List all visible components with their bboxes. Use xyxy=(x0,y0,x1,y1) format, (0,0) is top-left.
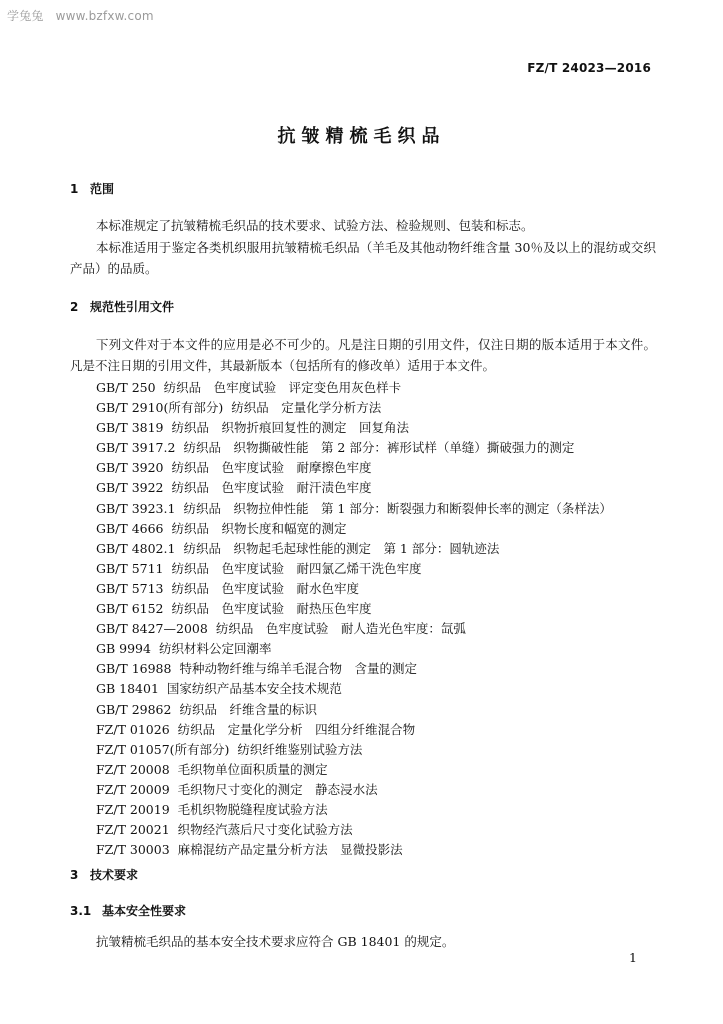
reference-title: 纺织品 色牢度试验 耐汗渍色牢度 xyxy=(171,480,372,496)
reference-code: FZ/T 20021 xyxy=(96,822,170,838)
reference-code: GB/T 5711 xyxy=(96,560,164,576)
reference-item xyxy=(96,820,612,840)
reference-title: 纺织品 织物撕破性能 第 2 部分：裤形试样（单缝）撕破强力的测定 xyxy=(183,440,575,456)
section-2-heading xyxy=(70,298,174,315)
page-number: 1 xyxy=(629,950,637,965)
reference-code: FZ/T 20009 xyxy=(96,781,170,797)
reference-code: GB 9994 xyxy=(96,641,151,657)
watermark-site-name: 学兔兔 xyxy=(7,9,44,23)
reference-code: GB/T 2910(所有部分) xyxy=(96,400,224,416)
reference-code: FZ/T 01026 xyxy=(96,721,170,737)
reference-title: 纺织品 定量化学分析方法 xyxy=(231,400,382,416)
section-number: 1 xyxy=(70,182,79,196)
reference-title: 纺织品 色牢度试验 耐热压色牢度 xyxy=(171,601,372,617)
reference-item xyxy=(96,659,612,679)
reference-item xyxy=(96,760,612,780)
section-number: 3 xyxy=(70,868,79,882)
reference-code: GB/T 5713 xyxy=(96,580,164,596)
section-3-heading xyxy=(70,866,138,883)
reference-item xyxy=(96,559,612,579)
reference-item xyxy=(96,579,612,599)
reference-title: 纺织品 色牢度试验 耐四氯乙烯干洗色牢度 xyxy=(171,560,422,576)
reference-code: GB/T 3917.2 xyxy=(96,440,176,456)
section-title: 技术要求 xyxy=(90,868,139,882)
reference-code: GB/T 6152 xyxy=(96,601,164,617)
section-number: 2 xyxy=(70,300,79,314)
reference-code: GB/T 8427—2008 xyxy=(96,621,208,637)
reference-title: 纺织品 色牢度试验 评定变色用灰色样卡 xyxy=(163,380,402,395)
reference-item xyxy=(96,458,612,478)
reference-item xyxy=(96,478,612,498)
reference-title: 纺织品 织物长度和幅宽的测定 xyxy=(171,520,347,536)
subsection-3-1-heading xyxy=(70,902,186,919)
reference-item xyxy=(96,619,612,639)
watermark xyxy=(7,7,154,24)
scope-paragraph-1: 本标准规定了抗皱精梳毛织品的技术要求、试验方法、检验规则、包装和标志。 xyxy=(96,218,534,233)
reference-item xyxy=(96,780,612,800)
reference-item xyxy=(96,639,612,659)
section-title: 规范性引用文件 xyxy=(90,300,175,314)
reference-title: 毛机织物脱缝程度试验方法 xyxy=(177,801,328,817)
reference-title: 纺织品 色牢度试验 耐摩擦色牢度 xyxy=(171,460,372,476)
reference-item xyxy=(96,800,612,820)
reference-code: FZ/T 01057(所有部分) xyxy=(96,741,230,757)
reference-code: GB/T 250 xyxy=(96,380,156,395)
scope-paragraph-2: 本标准适用于鉴定各类机织服用抗皱精梳毛织品（羊毛及其他动物纤维含量 30％及以上的混纺或交织产品）的品质。 xyxy=(70,240,656,276)
reference-title: 织物经汽蒸后尺寸变化试验方法 xyxy=(177,822,353,838)
subsection-number: 3.1 xyxy=(70,904,92,918)
section-1-heading xyxy=(70,180,114,197)
reference-item xyxy=(96,740,612,760)
reference-code: FZ/T 30003 xyxy=(96,842,170,858)
reference-item xyxy=(96,539,612,559)
standard-number: FZ/T 24023—2016 xyxy=(527,61,651,75)
reference-title: 麻棉混纺产品定量分析方法 显微投影法 xyxy=(177,842,403,858)
reference-title: 纺织品 织物折痕回复性的测定 回复角法 xyxy=(171,420,410,436)
reference-title: 毛织物尺寸变化的测定 静态浸水法 xyxy=(177,781,378,797)
reference-code: GB/T 29862 xyxy=(96,701,172,717)
reference-title: 纺织材料公定回潮率 xyxy=(158,641,272,657)
reference-code: FZ/T 20008 xyxy=(96,761,170,777)
reference-title: 纺织纤维鉴别试验方法 xyxy=(237,741,363,757)
reference-code: GB/T 3923.1 xyxy=(96,500,176,516)
reference-code: GB/T 3819 xyxy=(96,420,164,436)
reference-code: GB 18401 xyxy=(96,681,159,697)
reference-title: 纺织品 色牢度试验 耐水色牢度 xyxy=(171,580,360,596)
reference-title: 纺织品 织物拉伸性能 第 1 部分：断裂强力和断裂伸长率的测定（条样法） xyxy=(183,500,612,516)
reference-item xyxy=(96,840,612,860)
reference-code: GB/T 3920 xyxy=(96,460,164,476)
reference-title: 纺织品 定量化学分析 四组分纤维混合物 xyxy=(177,721,416,737)
subsection-title: 基本安全性要求 xyxy=(102,904,187,918)
reference-list xyxy=(96,378,612,860)
references-intro: 下列文件对于本文件的应用是必不可少的。凡是注日期的引用文件，仅注日期的版本适用于本文件。凡是不注日期的引用文件，其最新版本（包括所有的修改单）适用于本文件。 xyxy=(70,337,656,373)
reference-item xyxy=(96,679,612,699)
watermark-url: www.bzfxw.com xyxy=(55,9,154,23)
reference-item xyxy=(96,438,612,458)
reference-code: GB/T 4666 xyxy=(96,520,164,536)
reference-item xyxy=(96,499,612,519)
reference-title: 纺织品 纤维含量的标识 xyxy=(179,701,317,717)
reference-title: 毛织物单位面积质量的测定 xyxy=(177,761,328,777)
reference-title: 纺织品 织物起毛起球性能的测定 第 1 部分：圆轨迹法 xyxy=(183,540,500,556)
reference-code: GB/T 4802.1 xyxy=(96,540,176,556)
reference-code: FZ/T 20019 xyxy=(96,801,170,817)
reference-title: 国家纺织产品基本安全技术规范 xyxy=(166,681,342,697)
reference-item xyxy=(96,700,612,720)
reference-item xyxy=(96,599,612,619)
reference-item xyxy=(96,519,612,539)
reference-item xyxy=(96,720,612,740)
reference-title: 特种动物纤维与绵羊毛混合物 含量的测定 xyxy=(179,661,417,677)
reference-title: 纺织品 色牢度试验 耐人造光色牢度：氙弧 xyxy=(215,621,466,637)
reference-code: GB/T 3922 xyxy=(96,480,164,496)
subsection-3-1-text: 抗皱精梳毛织品的基本安全技术要求应符合 GB 18401 的规定。 xyxy=(96,934,455,949)
reference-item xyxy=(96,418,612,438)
reference-item xyxy=(96,378,612,398)
section-title: 范围 xyxy=(90,182,115,196)
document-title: 抗皱精梳毛织品 xyxy=(277,126,446,147)
reference-item xyxy=(96,398,612,418)
reference-code: GB/T 16988 xyxy=(96,661,172,677)
